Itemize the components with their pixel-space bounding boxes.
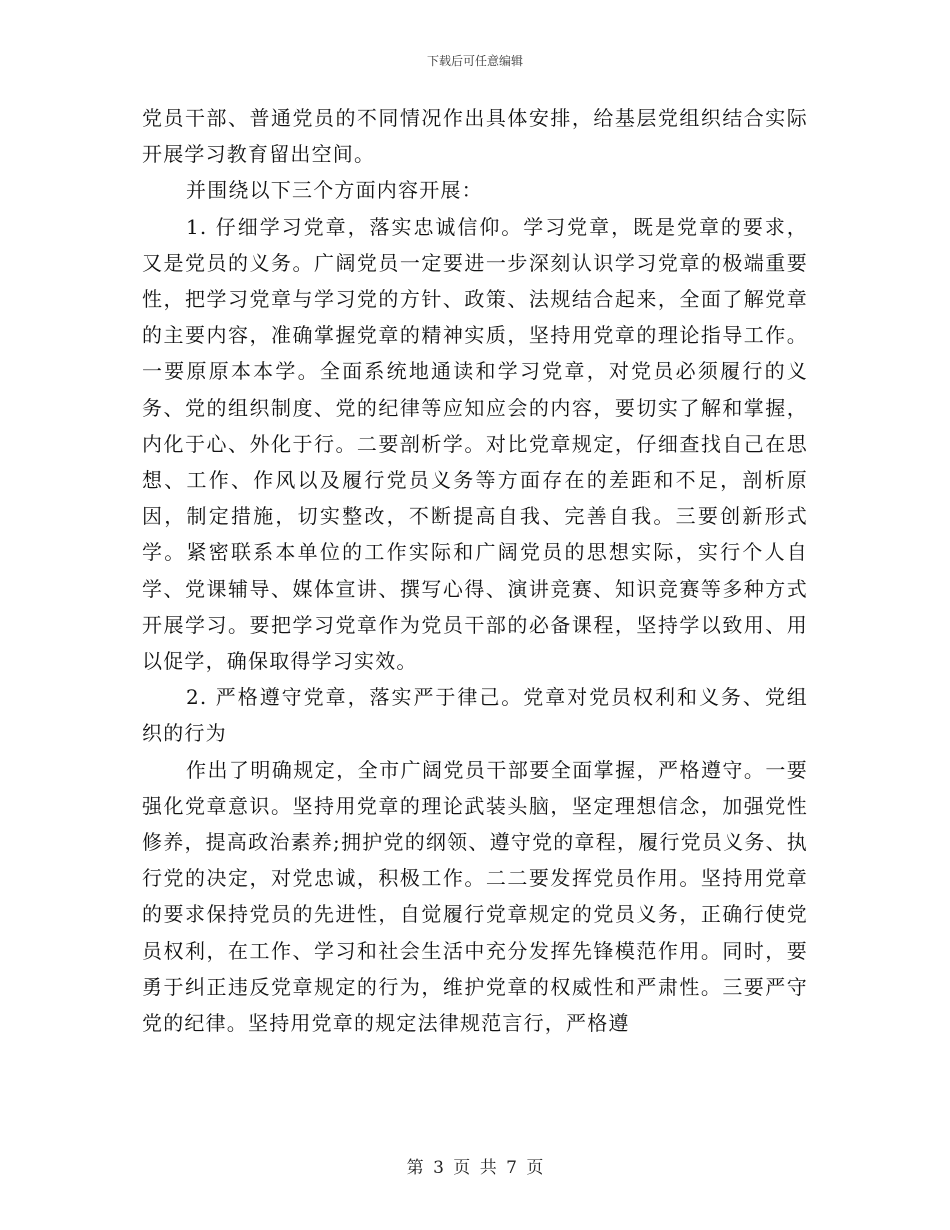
paragraph-item-2: 2. 严格遵守党章，落实严于律己。党章对党员权利和义务、党组织的行为 — [142, 685, 808, 746]
page-header: 下载后可任意编辑 — [426, 54, 523, 68]
paragraph-intro: 并围绕以下三个方面内容开展： — [186, 178, 483, 203]
document-body — [142, 100, 808, 1041]
paragraph-continuation: 党员干部、普通党员的不同情况作出具体安排，给基层党组织结合实际开展学习教育留出空间。 — [142, 106, 808, 167]
paragraph-item-2-body: 作出了明确规定，全市广阔党员干部要全面掌握，严格遵守。一要强化党章意识。坚持用党章的理论武装头脑，坚定理想信念，加强党性修养，提高政治素养;拥护党的纲领、遵守党的章程，履行党员义务、执行党的决定，对党忠诚，积极工作。二二要发挥党员作用。坚持用党章的要求保持党员的先进性，自觉履行党章规定的党员义务，正确行使党员权利，在工作、学习和社会生活中充分发挥先锋模范作用。同时，要勇于纠正违反党章规定的行为，维护党章的权威性和严肃性。三要严守党的纪律。坚持用党章的规定法律规范言行，严格遵 — [142, 757, 808, 1036]
paragraph-item-1: 1. 仔细学习党章，落实忠诚信仰。学习党章，既是党章的要求，又是党员的义务。广阔党员一定要进一步深刻认识学习党章的极端重要性，把学习党章与学习党的方针、政策、法规结合起来，全面了解党章的主要内容，准确掌握党章的精神实质，坚持用党章的理论指导工作。一要原原本本学。全面系统地通读和学习党章，对党员必须履行的义务、党的组织制度、党的纪律等应知应会的内容，要切实了解和掌握，内化于心、外化于行。二要剖析学。对比党章规定，仔细查找自己在思想、工作、作风以及履行党员义务等方面存在的差距和不足，剖析原因，制定措施，切实整改，不断提高自我、完善自我。三要创新形式学。紧密联系本单位的工作实际和广阔党员的思想实际，实行个人自学、党课辅导、媒体宣讲、撰写心得、演讲竞赛、知识竞赛等多种方式开展学习。要把学习党章作为党员干部的必备课程，坚持学以致用、用以促学，确保取得学习实效。 — [142, 214, 808, 674]
page-footer: 第 3 页 共 7 页 — [406, 1158, 544, 1178]
